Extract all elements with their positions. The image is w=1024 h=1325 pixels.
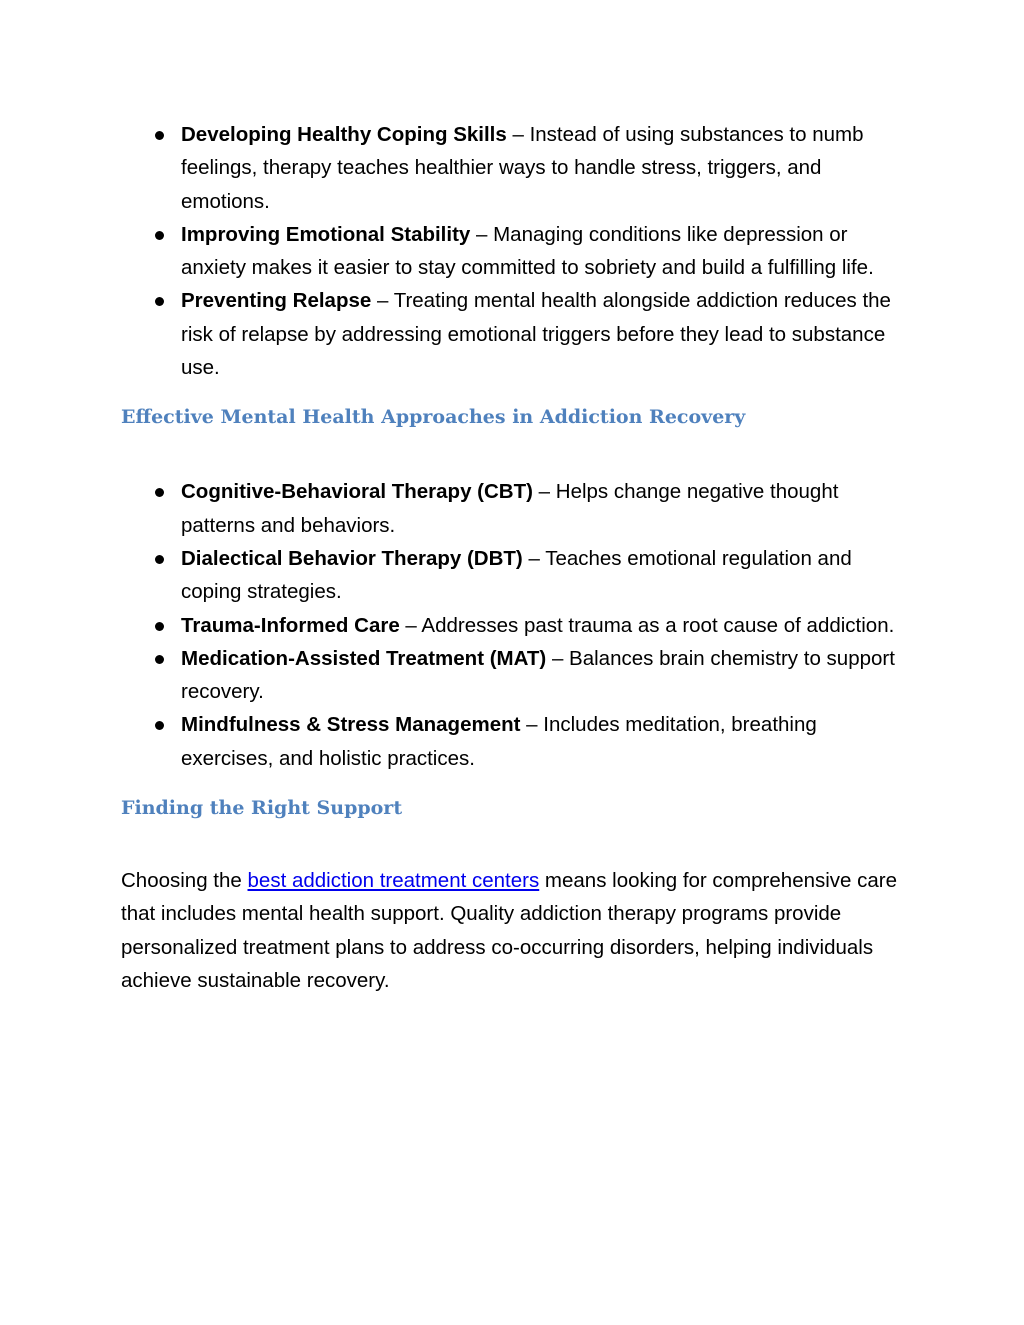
list-item-description: – Balances brain chemistry to support recovery. [181,646,895,704]
approaches-list [121,475,911,775]
list-item [121,284,911,384]
bullet-icon [155,655,164,664]
section-heading-approaches: Effective Mental Health Approaches in Addiction Recovery [121,406,746,429]
list-item-description: – Helps change negative thought patterns and behaviors. [181,480,839,537]
bullet-icon [155,297,164,306]
paragraph-text-after: means looking for comprehensive care that includes mental health support. Quality addiction therapy programs provide personalized treatment plans to address co-occurring disorders, helping individuals achieve sustainable recovery. [121,869,898,992]
list-item-term: Cognitive-Behavioral Therapy (CBT) [181,480,533,504]
list-item-term: Trauma-Informed Care [181,613,400,637]
list-item-term: Preventing Relapse [181,289,372,313]
list-item [121,218,911,285]
list-item [121,475,911,542]
bullet-icon [155,231,164,240]
document-content [121,118,911,997]
list-item [121,642,911,709]
list-item-term: Medication-Assisted Treatment (MAT) [181,646,547,670]
list-item [121,708,911,775]
list-item [121,609,911,642]
list-item [121,118,911,218]
list-item-term: Improving Emotional Stability [181,222,471,246]
list-item-term: Developing Healthy Coping Skills [181,123,507,146]
treatment-centers-link[interactable]: best addiction treatment centers [247,869,540,893]
bullet-icon [155,555,164,564]
list-item-term: Dialectical Behavior Therapy (DBT) [181,546,523,570]
list-item-description: – Managing conditions like depression or anxiety makes it easier to stay committed to sobriety and build a fulfilling life. [181,222,874,280]
bullet-icon [155,622,164,631]
section-heading-support: Finding the Right Support [121,797,403,820]
list-item-description: – Addresses past trauma as a root cause of addiction. [399,613,895,637]
support-paragraph [121,864,911,997]
paragraph-text-before: Choosing the [121,869,248,893]
bullet-icon [155,721,164,730]
bullet-icon [155,131,164,140]
coping-benefits-list [121,118,911,384]
list-item-description: – Includes meditation, breathing exercises, and holistic practices. [181,713,817,770]
list-item-description: – Teaches emotional regulation and coping strategies. [181,546,852,604]
list-item [121,542,911,609]
list-item-description: – Treating mental health alongside addiction reduces the risk of relapse by addressing emotional triggers before they lead to substance use. [181,289,891,380]
list-item-description: – Instead of using substances to numb feelings, therapy teaches healthier ways to handle stress, triggers, and emotions. [181,123,864,213]
bullet-icon [155,488,164,497]
list-item-term: Mindfulness & Stress Management [181,713,521,737]
